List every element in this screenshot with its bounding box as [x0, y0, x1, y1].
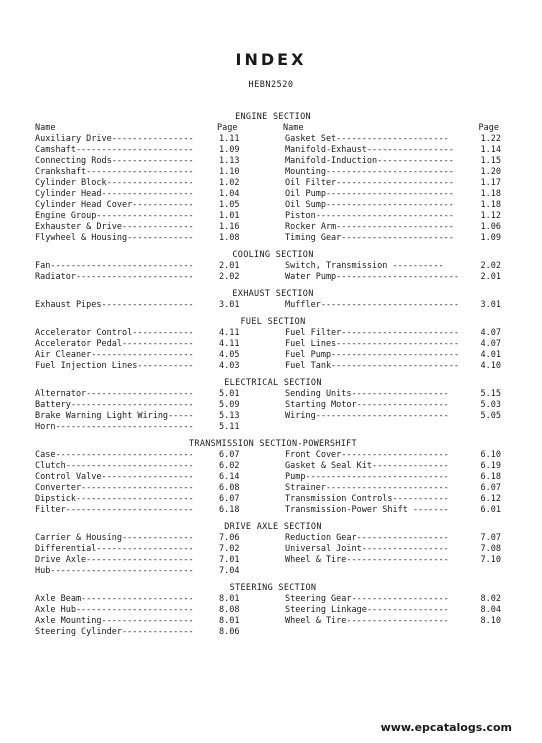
- entry-page: 5.11: [219, 422, 240, 432]
- entry-name: Transmission Controls-----------: [285, 494, 449, 504]
- entry-name: Muffler---------------------------: [285, 300, 459, 310]
- index-row: [35, 566, 501, 577]
- index-row: [35, 389, 501, 400]
- entry-page: 7.04: [219, 566, 240, 576]
- entry-page: 2.02: [219, 272, 240, 282]
- index-row: [35, 134, 501, 145]
- entry-name: Exhauster & Drive--------------: [35, 222, 194, 232]
- section-title: DRIVE AXLE SECTION: [224, 522, 322, 532]
- entry-page: 5.01: [219, 389, 240, 399]
- entry-page: 1.15: [480, 156, 501, 166]
- entry-page: 4.01: [480, 350, 501, 360]
- entry-name: Connecting Rods----------------: [35, 156, 194, 166]
- entry-name: Converter----------------------: [35, 483, 194, 493]
- entry-name: Control Valve------------------: [35, 472, 194, 482]
- entry-name: Front Cover---------------------: [285, 450, 449, 460]
- index-row: [35, 361, 501, 372]
- entry-name: Axle Hub-----------------------: [35, 605, 194, 615]
- entry-page: 5.05: [480, 411, 501, 421]
- entry-name: Gasket Set----------------------: [285, 134, 449, 144]
- index-row: [35, 200, 501, 211]
- entry-page: 2.01: [480, 272, 501, 282]
- entry-page: 6.07: [480, 483, 501, 493]
- entry-name: Dipstick-----------------------: [35, 494, 194, 504]
- entry-name: Fuel Tank-------------------------: [285, 361, 459, 371]
- section-title: FUEL SECTION: [240, 317, 306, 327]
- index-row: [35, 261, 501, 272]
- entry-page: 5.15: [480, 389, 501, 399]
- index-row: [35, 605, 501, 616]
- entry-page: [459, 566, 501, 577]
- entry-page: 6.18: [219, 505, 240, 515]
- entry-name: Strainer------------------------: [285, 483, 449, 493]
- index-section: [35, 317, 501, 372]
- entry-page: 5.03: [480, 400, 501, 410]
- index-section: [35, 378, 501, 433]
- entry-page: 1.12: [480, 211, 501, 221]
- entry-page: 1.13: [219, 156, 240, 166]
- index-section: [35, 439, 501, 516]
- entry-page: 6.10: [480, 450, 501, 460]
- entry-name: Case---------------------------: [35, 450, 194, 460]
- index-row: [35, 272, 501, 283]
- entry-name: Radiator-----------------------: [35, 272, 194, 282]
- entry-name: Accelerator Control------------: [35, 328, 194, 338]
- entry-name: Mounting-------------------------: [285, 167, 454, 177]
- entry-name: Reduction Gear------------------: [285, 533, 449, 543]
- entry-name: Universal Joint-----------------: [285, 544, 449, 554]
- entry-name: Fuel Filter-----------------------: [285, 328, 459, 338]
- index-row: [35, 156, 501, 167]
- entry-page: 1.20: [480, 167, 501, 177]
- entry-page: 6.14: [219, 472, 240, 482]
- index-content: [35, 112, 501, 644]
- entry-page: 8.01: [219, 594, 240, 604]
- entry-name: Gasket & Seal Kit---------------: [285, 461, 449, 471]
- entry-name: Cylinder Head Cover------------: [35, 200, 194, 210]
- entry-page: 7.10: [480, 555, 501, 565]
- entry-page: 1.16: [219, 222, 240, 232]
- index-row: [35, 450, 501, 461]
- entry-page: 4.07: [480, 328, 501, 338]
- entry-page: 7.08: [480, 544, 501, 554]
- entry-name: Accelerator Pedal--------------: [35, 339, 194, 349]
- index-row: [35, 483, 501, 494]
- entry-name: Carrier & Housing--------------: [35, 533, 194, 543]
- entry-page: 1.01: [219, 211, 240, 221]
- entry-page: 6.01: [480, 505, 501, 515]
- entry-name: Camshaft-----------------------: [35, 145, 194, 155]
- entry-page: 6.19: [480, 461, 501, 471]
- entry-name: [285, 566, 459, 577]
- index-row: [35, 411, 501, 422]
- entry-page: 7.01: [219, 555, 240, 565]
- entry-name: Wheel & Tire--------------------: [285, 616, 449, 626]
- entry-page: 4.11: [219, 328, 240, 338]
- entry-page: 8.02: [480, 594, 501, 604]
- entry-name: Cylinder Block-----------------: [35, 178, 194, 188]
- page-title: INDEX: [235, 50, 307, 69]
- entry-name: Engine Group-------------------: [35, 211, 194, 221]
- entry-page: [459, 627, 501, 638]
- entry-name: Steering Cylinder--------------: [35, 627, 194, 637]
- entry-page: 4.07: [480, 339, 501, 349]
- index-row: [35, 178, 501, 189]
- index-row: [35, 211, 501, 222]
- entry-name: Axle Mounting------------------: [35, 616, 194, 626]
- index-row: [35, 350, 501, 361]
- entry-page: 4.10: [480, 361, 501, 371]
- entry-name: Brake Warning Light Wiring-----: [35, 411, 194, 421]
- entry-name: Auxiliary Drive----------------: [35, 134, 194, 144]
- index-section: [35, 250, 501, 283]
- entry-page: 6.07: [219, 450, 240, 460]
- entry-name: Filter-------------------------: [35, 505, 194, 515]
- document-number: HEBN2520: [248, 80, 294, 90]
- index-row: [35, 328, 501, 339]
- index-row: [35, 505, 501, 516]
- entry-name: Horn---------------------------: [35, 422, 194, 432]
- index-row: [35, 594, 501, 605]
- entry-page: 7.07: [480, 533, 501, 543]
- entry-name: Pump----------------------------: [285, 472, 449, 482]
- index-row: [35, 422, 501, 433]
- index-row: [35, 544, 501, 555]
- entry-name: Transmission-Power Shift -------: [285, 505, 449, 515]
- index-row: [35, 555, 501, 566]
- entry-name: Fuel Lines------------------------: [285, 339, 459, 349]
- entry-page: 6.08: [219, 483, 240, 493]
- entry-name: Clutch-------------------------: [35, 461, 194, 471]
- entry-page: 4.05: [219, 350, 240, 360]
- entry-page: 1.05: [219, 200, 240, 210]
- entry-page: 1.17: [480, 178, 501, 188]
- section-title: ELECTRICAL SECTION: [224, 378, 322, 388]
- index-section: [35, 583, 501, 638]
- index-row: [35, 189, 501, 200]
- entry-name: Air Cleaner--------------------: [35, 350, 194, 360]
- index-section: [35, 522, 501, 577]
- entry-page: 1.09: [219, 145, 240, 155]
- entry-page: 1.08: [219, 233, 240, 243]
- entry-page: 5.09: [219, 400, 240, 410]
- column-header: Page: [478, 123, 499, 133]
- entry-page: 4.03: [219, 361, 240, 371]
- index-row: [35, 400, 501, 411]
- entry-name: Alternator---------------------: [35, 389, 194, 399]
- entry-name: Steering Linkage----------------: [285, 605, 449, 615]
- entry-name: Cylinder Head------------------: [35, 189, 194, 199]
- index-row: [35, 339, 501, 350]
- entry-page: 1.11: [219, 134, 240, 144]
- entry-page: 6.18: [480, 472, 501, 482]
- entry-page: 1.14: [480, 145, 501, 155]
- entry-page: 5.13: [219, 411, 240, 421]
- entry-name: Exhaust Pipes------------------: [35, 300, 194, 310]
- section-title: COOLING SECTION: [232, 250, 314, 260]
- column-header-row: [35, 123, 501, 134]
- entry-name: Piston---------------------------: [285, 211, 454, 221]
- entry-name: Switch, Transmission ----------: [285, 261, 444, 271]
- index-row: [35, 300, 501, 311]
- entry-page: 1.06: [480, 222, 501, 232]
- entry-name: Axle Beam----------------------: [35, 594, 194, 604]
- entry-page: 3.01: [480, 300, 501, 310]
- entry-page: 6.12: [480, 494, 501, 504]
- entry-page: 1.02: [219, 178, 240, 188]
- entry-page: 1.18: [480, 189, 501, 199]
- entry-page: 7.02: [219, 544, 240, 554]
- entry-page: 8.06: [219, 627, 240, 637]
- entry-name: Wheel & Tire--------------------: [285, 555, 449, 565]
- entry-name: Manifold-Induction---------------: [285, 156, 454, 166]
- entry-name: Starting Motor------------------: [285, 400, 449, 410]
- entry-name: Steering Gear-------------------: [285, 594, 449, 604]
- column-header: Name: [35, 123, 56, 133]
- index-row: [35, 494, 501, 505]
- entry-name: Crankshaft---------------------: [35, 167, 194, 177]
- entry-name: Oil Filter-----------------------: [285, 178, 454, 188]
- entry-page: 2.02: [480, 261, 501, 271]
- entry-page: 6.02: [219, 461, 240, 471]
- index-row: [35, 472, 501, 483]
- index-row: [35, 222, 501, 233]
- entry-page: 8.01: [219, 616, 240, 626]
- entry-name: Fuel Injection Lines-----------: [35, 361, 194, 371]
- index-row: [35, 616, 501, 627]
- watermark-text: www.epcatalogs.com: [380, 721, 512, 734]
- index-row: [35, 533, 501, 544]
- section-title: ENGINE SECTION: [235, 112, 311, 122]
- entry-name: Hub----------------------------: [35, 566, 194, 576]
- entry-page: 1.04: [219, 189, 240, 199]
- index-section: [35, 289, 501, 311]
- entry-name: Wiring--------------------------: [285, 411, 449, 421]
- index-row: [35, 461, 501, 472]
- entry-name: Sending Units-------------------: [285, 389, 449, 399]
- entry-name: Fuel Pump-------------------------: [285, 350, 459, 360]
- entry-page: 8.04: [480, 605, 501, 615]
- index-section: [35, 112, 501, 244]
- entry-page: 1.22: [480, 134, 501, 144]
- entry-name: Battery------------------------: [35, 400, 194, 410]
- column-header: Page: [217, 123, 238, 133]
- entry-page: 1.18: [480, 200, 501, 210]
- entry-page: 1.10: [219, 167, 240, 177]
- column-header: Name: [283, 123, 304, 133]
- section-title: STEERING SECTION: [229, 583, 317, 593]
- entry-name: Flywheel & Housing-------------: [35, 233, 194, 243]
- entry-page: 7.06: [219, 533, 240, 543]
- entry-name: Drive Axle---------------------: [35, 555, 194, 565]
- entry-page: 1.09: [480, 233, 501, 243]
- section-title: TRANSMISSION SECTION-POWERSHIFT: [189, 439, 357, 449]
- entry-name: Manifold-Exhaust-----------------: [285, 145, 454, 155]
- entry-page: 3.01: [219, 300, 240, 310]
- entry-name: Timing Gear----------------------: [285, 233, 454, 243]
- entry-name: Fan----------------------------: [35, 261, 194, 271]
- index-row: [35, 627, 501, 638]
- index-row: [35, 233, 501, 244]
- section-title: EXHAUST SECTION: [232, 289, 314, 299]
- entry-page: 8.10: [480, 616, 501, 626]
- entry-page: 2.01: [219, 261, 240, 271]
- entry-page: [459, 422, 501, 433]
- index-row: [35, 167, 501, 178]
- index-row: [35, 145, 501, 156]
- entry-page: 8.08: [219, 605, 240, 615]
- entry-page: 6.07: [219, 494, 240, 504]
- entry-name: Rocker Arm-----------------------: [285, 222, 454, 232]
- entry-name: [285, 627, 459, 638]
- entry-name: Oil Sump-------------------------: [285, 200, 454, 210]
- entry-name: Oil Pump-------------------------: [285, 189, 454, 199]
- entry-name: [285, 422, 459, 433]
- entry-name: Differential-------------------: [35, 544, 194, 554]
- entry-page: 4.11: [219, 339, 240, 349]
- entry-name: Water Pump------------------------: [285, 272, 459, 282]
